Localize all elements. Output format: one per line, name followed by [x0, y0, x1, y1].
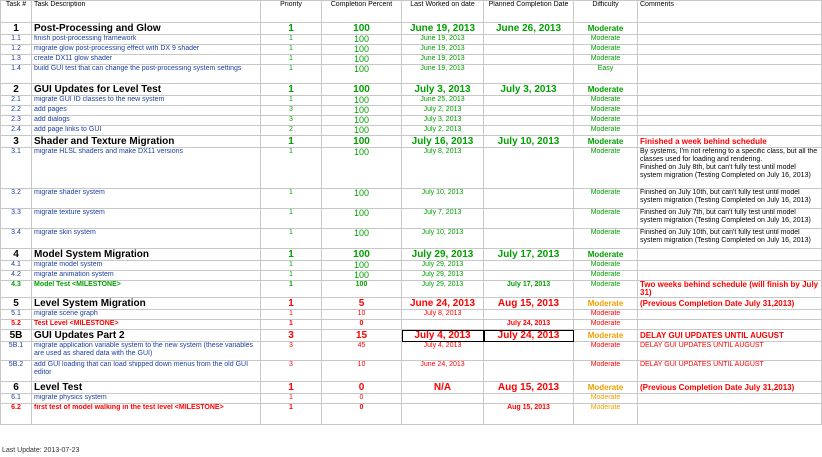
task-description: add dialogs: [32, 116, 261, 126]
planned-date-cell: [484, 229, 574, 249]
priority-cell: 3: [261, 361, 322, 382]
last-worked-cell: July 8, 2013: [402, 310, 484, 320]
last-worked-cell: June 24, 2013: [402, 298, 484, 310]
task-description: Post-Processing and Glow: [32, 23, 261, 35]
task-number: 1.1: [1, 35, 32, 45]
last-worked-cell: June 19, 2013: [402, 45, 484, 55]
task-description: Test Level <MILESTONE>: [32, 320, 261, 330]
task-number: 4: [1, 249, 32, 261]
last-worked-cell: July 4, 2013: [402, 342, 484, 361]
task-number: 6.1: [1, 394, 32, 404]
last-worked-cell: June 25, 2013: [402, 96, 484, 106]
comment-cell: Finished on July 10th, but can't fully test until model system migration (Testing Completed on July 16, 2013): [638, 189, 822, 209]
planned-date-cell: [484, 342, 574, 361]
comment-cell: (Previous Completion Date July 31,2013): [638, 298, 822, 310]
completion-cell: 100: [322, 55, 402, 65]
priority-cell: 3: [261, 106, 322, 116]
task-description: migrate skin system: [32, 229, 261, 249]
task-group-row: [1, 249, 822, 261]
last-worked-cell: July 3, 2013: [402, 84, 484, 96]
priority-cell: 1: [261, 136, 322, 148]
completion-cell: 100: [322, 96, 402, 106]
task-number: 6: [1, 382, 32, 394]
task-number: 4.2: [1, 271, 32, 281]
priority-cell: 1: [261, 84, 322, 96]
task-description: Level Test: [32, 382, 261, 394]
task-row: [1, 35, 822, 45]
planned-date-cell: [484, 116, 574, 126]
difficulty-cell: Moderate: [574, 55, 638, 65]
last-worked-cell: July 29, 2013: [402, 261, 484, 271]
planned-date-cell: Aug 15, 2013: [484, 404, 574, 425]
last-worked-cell: July 7, 2013: [402, 209, 484, 229]
planned-date-cell: July 17, 2013: [484, 249, 574, 261]
priority-cell: 1: [261, 320, 322, 330]
task-number: 5.2: [1, 320, 32, 330]
difficulty-cell: Moderate: [574, 126, 638, 136]
difficulty-cell: Moderate: [574, 96, 638, 106]
difficulty-cell: Moderate: [574, 281, 638, 298]
planned-date-cell: [484, 96, 574, 106]
header-difficulty: Difficulty: [574, 1, 638, 23]
planned-date-cell: July 10, 2013: [484, 136, 574, 148]
last-worked-cell: June 19, 2013: [402, 65, 484, 84]
comment-cell: [638, 249, 822, 261]
task-number: 5: [1, 298, 32, 310]
difficulty-cell: Moderate: [574, 23, 638, 35]
planned-date-cell: [484, 361, 574, 382]
last-worked-cell: July 29, 2013: [402, 271, 484, 281]
task-number: 4.1: [1, 261, 32, 271]
comment-cell: [638, 271, 822, 281]
task-description: migrate physics system: [32, 394, 261, 404]
priority-cell: 1: [261, 249, 322, 261]
task-row: [1, 271, 822, 281]
task-row: [1, 361, 822, 382]
task-number: 5.1: [1, 310, 32, 320]
priority-cell: 1: [261, 298, 322, 310]
comment-cell: [638, 116, 822, 126]
priority-cell: 1: [261, 65, 322, 84]
task-description: build GUI test that can change the post-processing system settings: [32, 65, 261, 84]
comment-cell: [638, 394, 822, 404]
completion-cell: 100: [322, 106, 402, 116]
difficulty-cell: Moderate: [574, 404, 638, 425]
comment-cell: DELAY GUI UPDATES UNTIL AUGUST: [638, 342, 822, 361]
task-number: 2.3: [1, 116, 32, 126]
last-worked-cell: [402, 394, 484, 404]
task-number: 5B.2: [1, 361, 32, 382]
last-worked-cell: June 19, 2013: [402, 55, 484, 65]
task-number: 4.3: [1, 281, 32, 298]
comment-cell: [638, 23, 822, 35]
last-worked-cell: July 2, 2013: [402, 106, 484, 116]
completion-cell: 100: [322, 84, 402, 96]
difficulty-cell: Moderate: [574, 229, 638, 249]
task-row: [1, 281, 822, 298]
difficulty-cell: Moderate: [574, 35, 638, 45]
comment-cell: [638, 84, 822, 96]
difficulty-cell: Moderate: [574, 320, 638, 330]
priority-cell: 1: [261, 209, 322, 229]
priority-cell: 1: [261, 148, 322, 189]
header-row: [1, 1, 822, 23]
comment-cell: [638, 106, 822, 116]
last-worked-cell: July 29, 2013: [402, 249, 484, 261]
task-number: 1.2: [1, 45, 32, 55]
comment-cell: (Previous Completion Date July 31,2013): [638, 382, 822, 394]
completion-cell: 100: [322, 65, 402, 84]
priority-cell: 1: [261, 96, 322, 106]
task-description: migrate HLSL shaders and make DX11 versions: [32, 148, 261, 189]
task-group-row: [1, 84, 822, 96]
completion-cell: 100: [322, 189, 402, 209]
task-row: [1, 209, 822, 229]
priority-cell: 2: [261, 126, 322, 136]
planned-date-cell: Aug 15, 2013: [484, 382, 574, 394]
last-worked-cell: [402, 320, 484, 330]
planned-date-cell: [484, 394, 574, 404]
completion-cell: 0: [322, 320, 402, 330]
last-worked-cell: June 19, 2013: [402, 23, 484, 35]
task-number: 3.3: [1, 209, 32, 229]
task-description: add page links to GUI: [32, 126, 261, 136]
last-worked-cell: July 2, 2013: [402, 126, 484, 136]
priority-cell: 3: [261, 342, 322, 361]
completion-cell: 100: [322, 249, 402, 261]
planned-date-cell: [484, 148, 574, 189]
task-number: 6.2: [1, 404, 32, 425]
planned-date-cell: [484, 189, 574, 209]
last-worked-cell: July 10, 2013: [402, 229, 484, 249]
planned-date-cell: [484, 271, 574, 281]
comment-cell: [638, 65, 822, 84]
completion-cell: 100: [322, 148, 402, 189]
task-row: [1, 320, 822, 330]
task-description: add GUI loading that can load shipped down menus from the old GUI editor: [32, 361, 261, 382]
task-number: 2.2: [1, 106, 32, 116]
task-number: 1.3: [1, 55, 32, 65]
comment-cell: [638, 126, 822, 136]
comment-cell: DELAY GUI UPDATES UNTIL AUGUST: [638, 361, 822, 382]
task-description: migrate scene graph: [32, 310, 261, 320]
header-completion: Completion Percent: [322, 1, 402, 23]
priority-cell: 1: [261, 189, 322, 209]
last-worked-cell: N/A: [402, 382, 484, 394]
completion-cell: 100: [322, 126, 402, 136]
task-row: [1, 261, 822, 271]
priority-cell: 1: [261, 310, 322, 320]
task-number: 2.4: [1, 126, 32, 136]
task-row: [1, 106, 822, 116]
difficulty-cell: Moderate: [574, 209, 638, 229]
priority-cell: 1: [261, 45, 322, 55]
difficulty-cell: Moderate: [574, 330, 638, 342]
task-number: 3.1: [1, 148, 32, 189]
completion-cell: 10: [322, 310, 402, 320]
comment-cell: [638, 96, 822, 106]
task-row: [1, 189, 822, 209]
last-worked-cell: July 8, 2013: [402, 148, 484, 189]
task-number: 5B: [1, 330, 32, 342]
difficulty-cell: Moderate: [574, 298, 638, 310]
comment-cell: DELAY GUI UPDATES UNTIL AUGUST: [638, 330, 822, 342]
planned-date-cell: [484, 209, 574, 229]
comment-cell: Two weeks behind schedule (will finish by July 31): [638, 281, 822, 298]
completion-cell: 0: [322, 394, 402, 404]
planned-date-cell: July 24, 2013: [484, 320, 574, 330]
task-row: [1, 55, 822, 65]
difficulty-cell: Moderate: [574, 361, 638, 382]
task-group-row: [1, 136, 822, 148]
difficulty-cell: Moderate: [574, 342, 638, 361]
task-row: [1, 342, 822, 361]
task-row: [1, 229, 822, 249]
header-comments: Comments: [638, 1, 822, 23]
task-description: Model System Migration: [32, 249, 261, 261]
task-row: [1, 45, 822, 55]
completion-cell: 10: [322, 361, 402, 382]
header-planned: Planned Completion Date: [484, 1, 574, 23]
priority-cell: 1: [261, 404, 322, 425]
task-row: [1, 116, 822, 126]
planned-date-cell: [484, 35, 574, 45]
task-description: GUI Updates for Level Test: [32, 84, 261, 96]
difficulty-cell: Moderate: [574, 106, 638, 116]
difficulty-cell: Moderate: [574, 116, 638, 126]
priority-cell: 1: [261, 394, 322, 404]
planned-date-cell: [484, 126, 574, 136]
last-worked-cell: July 16, 2013: [402, 136, 484, 148]
task-description: migrate model system: [32, 261, 261, 271]
completion-cell: 100: [322, 116, 402, 126]
completion-cell: 0: [322, 382, 402, 394]
task-number: 5B.1: [1, 342, 32, 361]
difficulty-cell: Moderate: [574, 382, 638, 394]
difficulty-cell: Moderate: [574, 84, 638, 96]
planned-date-cell: [484, 310, 574, 320]
priority-cell: 1: [261, 23, 322, 35]
task-description: Model Test <MILESTONE>: [32, 281, 261, 298]
completion-cell: 100: [322, 45, 402, 55]
planned-date-cell: [484, 106, 574, 116]
planned-date-cell: Aug 15, 2013: [484, 298, 574, 310]
task-description: migrate glow post-processing effect with DX 9 shader: [32, 45, 261, 55]
last-worked-cell: June 24, 2013: [402, 361, 484, 382]
difficulty-cell: Easy: [574, 65, 638, 84]
task-number: 2: [1, 84, 32, 96]
completion-cell: 5: [322, 298, 402, 310]
task-group-row: [1, 382, 822, 394]
task-row: [1, 65, 822, 84]
header-last-worked: Last Worked on date: [402, 1, 484, 23]
planned-date-cell: July 17, 2013: [484, 281, 574, 298]
planned-date-cell: [484, 65, 574, 84]
completion-cell: 100: [322, 281, 402, 298]
comment-cell: [638, 310, 822, 320]
comment-cell: [638, 35, 822, 45]
task-description: migrate texture system: [32, 209, 261, 229]
completion-cell: 15: [322, 330, 402, 342]
task-number: 3.4: [1, 229, 32, 249]
last-worked-cell: July 3, 2013: [402, 116, 484, 126]
task-row: [1, 148, 822, 189]
priority-cell: 1: [261, 229, 322, 249]
difficulty-cell: Moderate: [574, 394, 638, 404]
task-number: 2.1: [1, 96, 32, 106]
task-number: 3.2: [1, 189, 32, 209]
comment-cell: [638, 55, 822, 65]
header-task: Task #: [1, 1, 32, 23]
difficulty-cell: Moderate: [574, 136, 638, 148]
priority-cell: 1: [261, 261, 322, 271]
difficulty-cell: Moderate: [574, 148, 638, 189]
completion-cell: 100: [322, 229, 402, 249]
comment-cell: Finished a week behind schedule: [638, 136, 822, 148]
difficulty-cell: Moderate: [574, 189, 638, 209]
completion-cell: 100: [322, 271, 402, 281]
priority-cell: 1: [261, 382, 322, 394]
priority-cell: 1: [261, 55, 322, 65]
last-worked-cell: July 10, 2013: [402, 189, 484, 209]
priority-cell: 1: [261, 281, 322, 298]
difficulty-cell: Moderate: [574, 271, 638, 281]
difficulty-cell: Moderate: [574, 45, 638, 55]
task-row: [1, 126, 822, 136]
task-description: add pages: [32, 106, 261, 116]
task-description: migrate application variable system to the new system (these variables are used as shared data with the GUI): [32, 342, 261, 361]
task-number: 1: [1, 23, 32, 35]
comment-cell: [638, 45, 822, 55]
completion-cell: 0: [322, 404, 402, 425]
task-group-row: [1, 298, 822, 310]
task-group-row: [1, 23, 822, 35]
comment-cell: [638, 404, 822, 425]
priority-cell: 1: [261, 35, 322, 45]
completion-cell: 100: [322, 23, 402, 35]
priority-cell: 3: [261, 330, 322, 342]
last-worked-cell: [402, 404, 484, 425]
task-row: [1, 404, 822, 425]
task-description: migrate animation system: [32, 271, 261, 281]
task-number: 3: [1, 136, 32, 148]
task-description: create DX11 glow shader: [32, 55, 261, 65]
last-worked-cell: July 29, 2013: [402, 281, 484, 298]
completion-cell: 100: [322, 261, 402, 271]
difficulty-cell: Moderate: [574, 249, 638, 261]
completion-cell: 100: [322, 136, 402, 148]
difficulty-cell: Moderate: [574, 261, 638, 271]
planned-date-cell: [484, 55, 574, 65]
completion-cell: 45: [322, 342, 402, 361]
task-description: Shader and Texture Migration: [32, 136, 261, 148]
comment-cell: [638, 261, 822, 271]
task-row: [1, 96, 822, 106]
header-description: Task Description: [32, 1, 261, 23]
task-description: Level System Migration: [32, 298, 261, 310]
task-row: [1, 310, 822, 320]
last-worked-cell: July 4, 2013: [402, 330, 484, 342]
comment-cell: Finished on July 10th, but can't fully test until model system migration (Testing Completed on July 16, 2013): [638, 229, 822, 249]
planned-date-cell: July 24, 2013: [484, 330, 574, 342]
comment-cell: Finished on July 7th, but can't fully test until model system migration (Testing Completed on July 16, 2013): [638, 209, 822, 229]
planned-date-cell: June 26, 2013: [484, 23, 574, 35]
priority-cell: 1: [261, 271, 322, 281]
planned-date-cell: [484, 45, 574, 55]
header-priority: Priority: [261, 1, 322, 23]
completion-cell: 100: [322, 209, 402, 229]
last-update-label: Last Update: 2013-07-23: [2, 447, 80, 454]
task-description: finish post-processing framework: [32, 35, 261, 45]
comment-cell: [638, 320, 822, 330]
task-group-row: [1, 330, 822, 342]
last-worked-cell: June 19, 2013: [402, 35, 484, 45]
planned-date-cell: July 3, 2013: [484, 84, 574, 96]
comment-cell: By systems, I'm not refering to a specific class, but all the classes used for loading and rendering. Finished on July 8th, but can't fully test until model system migration (Testing Completed on July 16, 2013): [638, 148, 822, 189]
task-description: first test of model walking in the test level <MILESTONE>: [32, 404, 261, 425]
task-row: [1, 394, 822, 404]
difficulty-cell: Moderate: [574, 310, 638, 320]
completion-cell: 100: [322, 35, 402, 45]
task-description: migrate shader system: [32, 189, 261, 209]
task-number: 1.4: [1, 65, 32, 84]
task-description: migrate GUI ID classes to the new system: [32, 96, 261, 106]
task-description: GUI Updates Part 2: [32, 330, 261, 342]
planned-date-cell: [484, 261, 574, 271]
priority-cell: 3: [261, 116, 322, 126]
